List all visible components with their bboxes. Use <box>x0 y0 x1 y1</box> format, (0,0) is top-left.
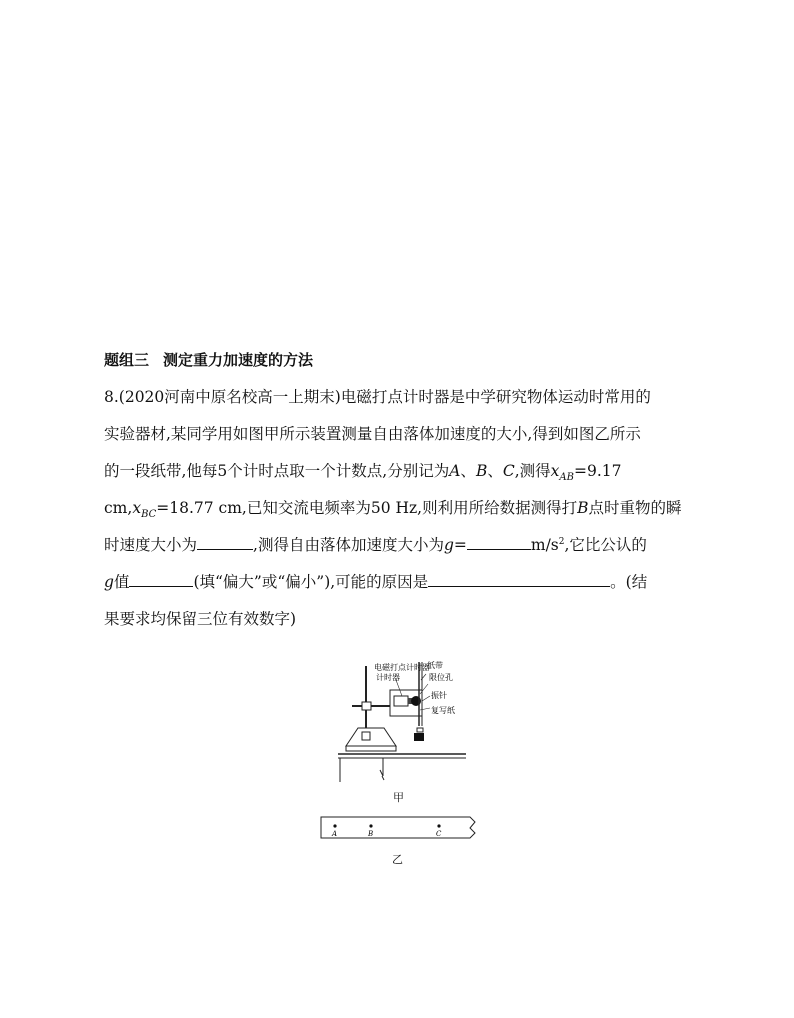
figure-jia-label: 甲 <box>393 791 404 804</box>
question-text: 的一段纸带,他每5个计时点取一个计数点,分别记为 <box>104 462 450 480</box>
variable-x: x <box>550 462 560 480</box>
separator: 、 <box>487 462 503 480</box>
point-label: C <box>502 462 515 480</box>
variable-x: x <box>132 499 142 517</box>
label-limit-hole: 限位孔 <box>429 673 453 682</box>
question-text: ,测得自由落体加速度大小为 <box>253 536 444 554</box>
tape-label-b: B <box>368 830 374 838</box>
question-text: ,它比公认的 <box>564 536 647 554</box>
variable-g: g <box>104 573 114 591</box>
figure-yi-label: 乙 <box>392 853 403 866</box>
tape-dot-a <box>333 824 336 827</box>
question-text: (填“偏大”或“偏小”),可能的原因是 <box>193 573 429 591</box>
answer-blank-2[interactable] <box>467 535 531 550</box>
question-line-2 <box>104 422 641 444</box>
label-timer: 电磁打点计时器 <box>374 663 430 672</box>
question-line-7 <box>104 607 296 629</box>
tape-label-a: A <box>332 830 338 838</box>
unit-text: m/s <box>530 536 559 554</box>
section-title <box>104 349 313 370</box>
separator: 、 <box>460 462 476 480</box>
figure-yi-tape <box>318 814 478 840</box>
question-text: 值 <box>113 573 130 591</box>
section-number: 题组三 <box>104 351 150 369</box>
section-subtitle: 测定重力加速度的方法 <box>163 351 314 369</box>
superscript: 2 <box>558 536 565 547</box>
question-text: 时速度大小为 <box>104 536 198 554</box>
answer-blank-3[interactable] <box>129 572 193 587</box>
question-line-3 <box>104 459 621 483</box>
question-text: ,测得 <box>514 462 551 480</box>
question-line-1 <box>104 385 651 407</box>
value-text: =9.17 <box>573 462 622 480</box>
answer-blank-1[interactable] <box>197 535 253 550</box>
tape-dot-b <box>369 824 372 827</box>
point-label: A <box>449 462 461 480</box>
question-text: 实验器材,某同学用如图甲所示装置测量自由落体加速度的大小,得到如图乙所示 <box>104 425 641 443</box>
label-carbon: 复写纸 <box>431 706 455 715</box>
question-text: cm, <box>104 499 133 517</box>
subscript: BC <box>141 509 157 521</box>
tape-label-c: C <box>436 830 442 838</box>
point-label: B <box>577 499 589 517</box>
value-text: =18.77 cm,已知交流电频率为50 Hz,则利用所给数据测得打 <box>156 499 578 517</box>
question-line-5 <box>104 533 647 555</box>
figure-jia-apparatus <box>338 658 468 783</box>
subscript: AB <box>559 472 574 484</box>
question-line-4 <box>104 496 682 520</box>
point-label: B <box>475 462 488 480</box>
question-text: 8.(2020河南中原名校高一上期末)电磁打点计时器是中学研究物体运动时常用的 <box>104 388 651 406</box>
question-text: 。(结 <box>610 573 648 591</box>
question-text: 点时重物的瞬 <box>588 499 682 517</box>
label-timer-line2: 计时器 <box>376 673 400 682</box>
variable-g: g <box>443 536 454 554</box>
question-text: 果要求均保留三位有效数字) <box>104 610 297 628</box>
answer-blank-4[interactable] <box>428 572 610 587</box>
label-needle: 振针 <box>431 691 447 700</box>
question-line-6 <box>104 570 647 592</box>
tape-dot-c <box>437 824 440 827</box>
label-tape: 纸带 <box>427 661 443 670</box>
equals: = <box>453 536 467 554</box>
